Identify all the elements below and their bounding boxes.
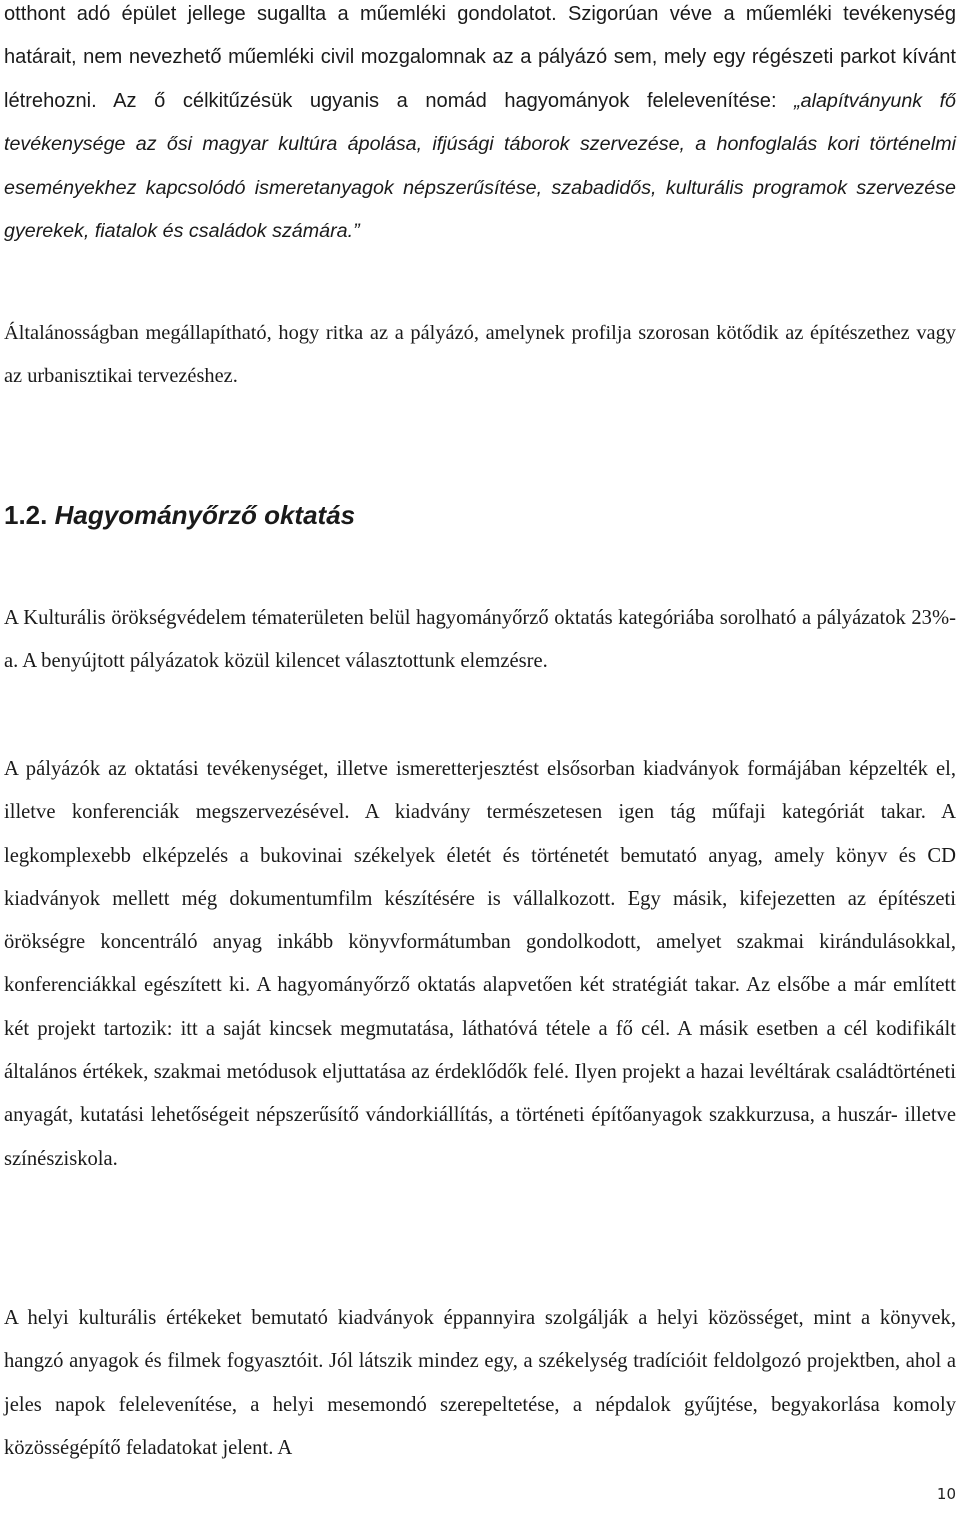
section-heading bbox=[4, 499, 956, 531]
page-number: 10 bbox=[936, 1485, 956, 1503]
section-number: 1.2. bbox=[4, 500, 48, 530]
paragraph-4: A pályázók az oktatási tevékenységet, illetve ismeretterjesztést elsősorban kiadványok formájában képzelték el, illetve konferenciák megszervezésével. A kiadvány természetesen igen tág műfaji kategóriát takar. A legkomplexebb elképzelés a bukovinai székelyek életét és történetét bemutató anyag, amely könyv és CD kiadványok mellett még dokumentumfilm készítésére is vállalkozott. Egy másik, kifejezetten az építészeti örökségre koncentráló anyag inkább könyvformátumban gondolkodott, amelyet szakmai kirándulásokkal, konferenciákkal egészített ki. A hagyományőrző oktatás alapvetően két stratégiát takar. Az elsőbe a már említett két projekt tartozik: itt a saját kincsek megmutatása, láthatóvá tétele a fő cél. A másik esetben a cél kodifikált általános értékek, szakmai metódusok eljuttatása az érdeklődők felé. Ilyen projekt a hazai levéltárak családtörténeti anyagát, kutatási lehetőségeit népszerűsítő vándorkiállítás, a történeti építőanyagok szakkurzusa, a huszár- illetve színésziskola. bbox=[4, 758, 956, 1170]
paragraph-2: Általánosságban megállapítható, hogy ritka az a pályázó, amelynek profilja szorosan kötődik az építészethez vagy az urbanisztikai tervezéshez. bbox=[4, 322, 956, 388]
paragraph-1 bbox=[4, 0, 956, 253]
paragraph-5: A helyi kulturális értékeket bemutató kiadványok éppannyira szolgálják a helyi közösséget, mint a könyvek, hangzó anyagok és filmek fogyasztóit. Jól látszik mindez egy, a székelység tradícióit feldolgozó projektben, ahol a jeles napok felelevenítése, a helyi mesemondó szerepeltetése, a népdalok gyűjtése, begyakorlása komoly közösségépítő feladatokat jelent. A bbox=[4, 1307, 956, 1459]
foundation-quote: „alapítványunk fő tevékenysége az ősi magyar kultúra ápolása, ifjúsági táborok szervezése, a honfoglalás kori történelmi eseményekhez kapcsolódó ismeretanyagok népszerűsítése, szabadidős, kulturális programok szervezése gyerekek, fiatalok és családok számára.” bbox=[4, 89, 956, 243]
paragraph-3: A Kulturális örökségvédelem tématerületen belül hagyományőrző oktatás kategóriába sorolható a pályázatok 23%-a. A benyújtott pályázatok közül kilencet választottunk elemzésre. bbox=[4, 607, 956, 673]
paragraph-1-text: otthont adó épület jellege sugallta a műemléki gondolatot. Szigorúan véve a műemléki tevékenység határait, nem nevezhető műemléki civil mozgalomnak az a pályázó sem, mely egy régészeti parkot kívánt létrehozni. Az ő célkitűzésük ugyanis a nomád hagyományok felelevenítése: bbox=[4, 3, 956, 112]
section-title: Hagyományőrző oktatás bbox=[54, 500, 356, 530]
